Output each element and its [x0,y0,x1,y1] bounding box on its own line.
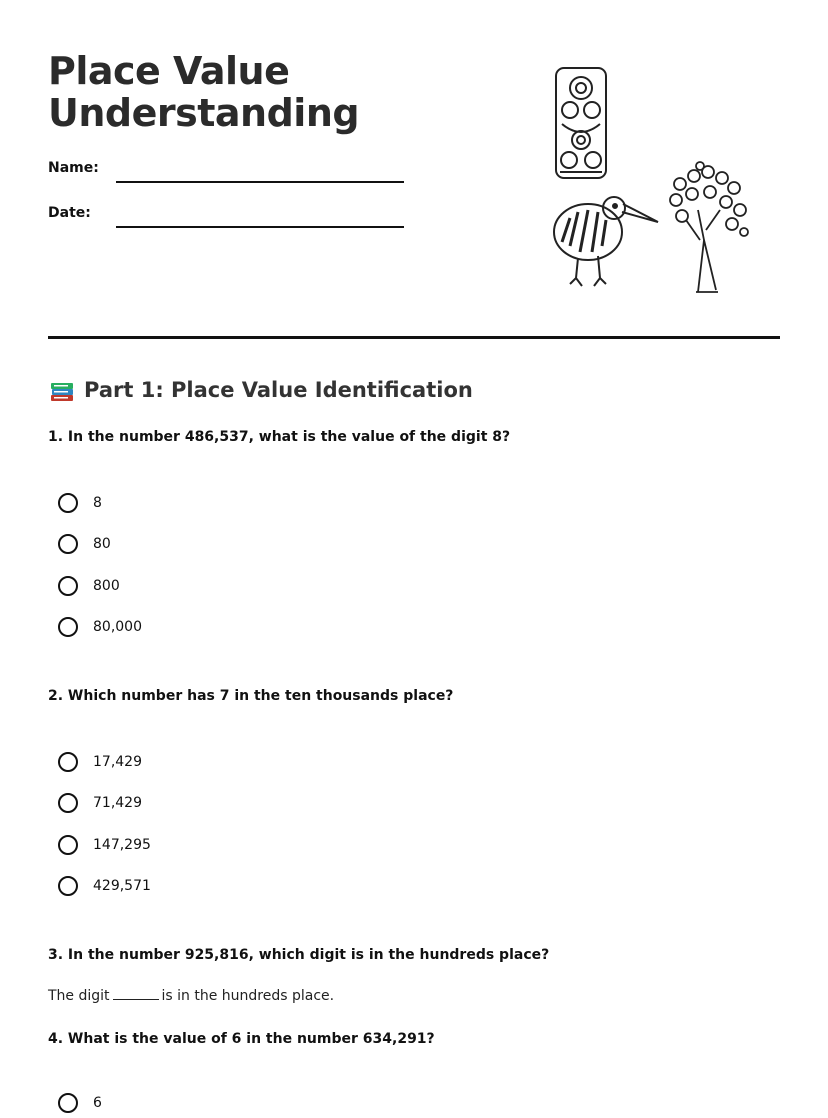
q2-option-4[interactable]: 429,571 [58,873,151,899]
title-line-2: Understanding [48,91,360,135]
section-heading [48,373,473,407]
name-label: Name: [48,160,99,176]
question-1: 1. In the number 486,537, what is the value of the digit 8? [48,429,511,445]
radio-button[interactable] [58,1093,78,1113]
radio-button[interactable] [58,493,78,513]
q1-option-1[interactable]: 8 [58,490,102,516]
radio-button[interactable] [58,876,78,896]
kiwi-bird-icon [554,197,658,286]
tree-icon [670,162,748,292]
q1-option-4[interactable]: 80,000 [58,614,142,640]
fill-before: The digit [48,988,110,1004]
date-field[interactable] [48,205,408,229]
name-line[interactable] [116,181,404,183]
section-divider [48,336,780,339]
section-heading-text: Part 1: Place Value Identification [84,378,473,402]
radio-button[interactable] [58,534,78,554]
name-field[interactable] [48,160,408,184]
radio-button[interactable] [58,576,78,596]
q3-fill-in [48,987,334,1004]
title-line-1: Place Value [48,49,290,93]
question-4: 4. What is the value of 6 in the number 634,291? [48,1031,435,1047]
q1-option-2[interactable]: 80 [58,531,111,557]
question-3: 3. In the number 925,816, which digit is in the hundreds place? [48,947,550,963]
date-line[interactable] [116,226,404,228]
fill-after: is in the hundreds place. [161,988,335,1004]
radio-button[interactable] [58,835,78,855]
q1-option-3[interactable]: 800 [58,573,120,599]
maori-carving-icon [556,68,606,178]
q2-option-3[interactable]: 147,295 [58,832,151,858]
books-icon [48,376,76,404]
radio-button[interactable] [58,752,78,772]
question-2: 2. Which number has 7 in the ten thousands place? [48,688,454,704]
illustration [548,60,788,300]
worksheet-title [48,50,508,134]
radio-button[interactable] [58,617,78,637]
q4-option-1[interactable]: 6 [58,1090,102,1116]
answer-blank[interactable] [113,987,159,1000]
date-label: Date: [48,205,91,221]
q2-option-2[interactable]: 71,429 [58,790,142,816]
radio-button[interactable] [58,793,78,813]
q2-option-1[interactable]: 17,429 [58,749,142,775]
